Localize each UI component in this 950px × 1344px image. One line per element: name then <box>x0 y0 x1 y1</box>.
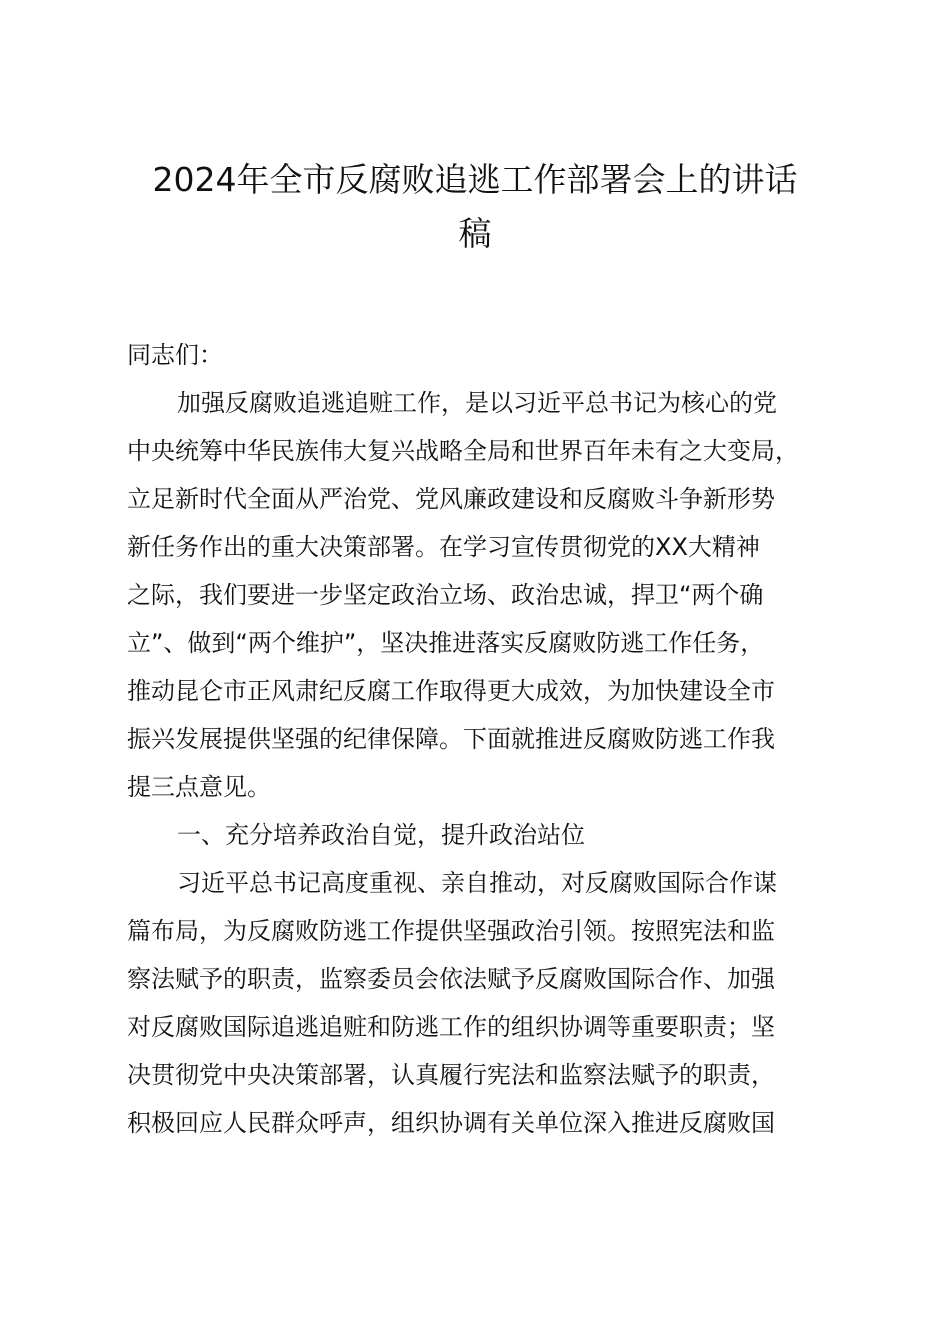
salutation: 同志们： <box>127 341 223 369</box>
paragraph-line: 对反腐败国际追逃追赃和防逃工作的组织协调等重要职责；坚 <box>127 1013 775 1041</box>
paragraph-line: 积极回应人民群众呼声，组织协调有关单位深入推进反腐败国 <box>127 1109 775 1137</box>
paragraph-line: 中央统筹中华民族伟大复兴战略全局和世界百年未有之大变局， <box>127 437 799 465</box>
paragraph-line: 立足新时代全面从严治党、党风廉政建设和反腐败斗争新形势 <box>127 485 775 513</box>
section-heading: 一、充分培养政治自觉，提升政治站位 <box>177 821 585 849</box>
paragraph-line: 决贯彻党中央决策部署，认真履行宪法和监察法赋予的职责， <box>127 1061 775 1089</box>
paragraph-line: 振兴发展提供坚强的纪律保障。下面就推进反腐败防逃工作我 <box>127 725 775 753</box>
document-title-line-2: 稿 <box>458 214 492 253</box>
paragraph-2 <box>127 859 837 1147</box>
paragraph-line: 之际，我们要进一步坚定政治立场、政治忠诚，捍卫“两个确 <box>127 581 764 609</box>
paragraph-line: 提三点意见。 <box>127 773 271 801</box>
paragraph-1 <box>127 379 837 811</box>
paragraph-line: 篇布局，为反腐败防逃工作提供坚强政治引领。按照宪法和监 <box>127 917 775 945</box>
paragraph-line: 立”、做到“两个维护”，坚决推进落实反腐败防逃工作任务， <box>127 629 765 657</box>
document-body <box>127 331 837 1147</box>
paragraph-line: 察法赋予的职责，监察委员会依法赋予反腐败国际合作、加强 <box>127 965 775 993</box>
document-title-line-1: 2024年全市反腐败追逃工作部署会上的讲话 <box>152 160 798 199</box>
section-heading-1 <box>127 811 837 859</box>
paragraph-line: 加强反腐败追逃追赃工作，是以习近平总书记为核心的党 <box>177 389 777 417</box>
paragraph-line: 习近平总书记高度重视、亲自推动，对反腐败国际合作谋 <box>177 869 777 897</box>
paragraph-line: 推动昆仑市正风肃纪反腐工作取得更大成效，为加快建设全市 <box>127 677 775 705</box>
paragraph-line: 新任务作出的重大决策部署。在学习宣传贯彻党的XX大精神 <box>127 533 760 561</box>
